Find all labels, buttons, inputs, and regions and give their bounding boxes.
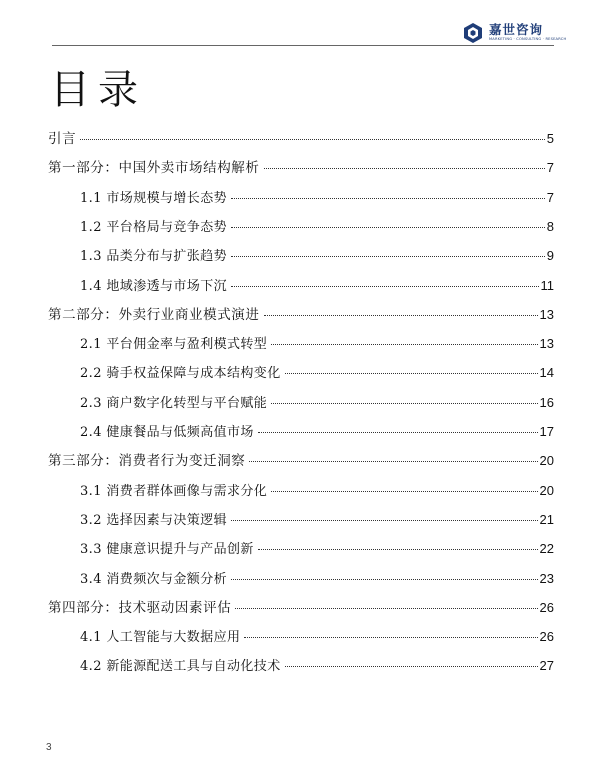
toc-entry-page: 5 — [546, 131, 554, 146]
toc-entry[interactable] — [80, 511, 554, 529]
toc-entry-label: 2.1 平台佣金率与盈利模式转型 — [80, 337, 268, 353]
toc-entry-label: 1.4 地域渗透与市场下沉 — [80, 278, 228, 294]
toc-dot-leader — [231, 227, 545, 228]
toc-entry-page: 14 — [539, 365, 554, 381]
toc-entry[interactable] — [80, 540, 554, 558]
page-number: 3 — [46, 742, 52, 753]
toc-entry-page: 20 — [539, 453, 554, 469]
toc-entry-label: 2.3 商户数字化转型与平台赋能 — [80, 395, 268, 411]
toc-entry[interactable] — [80, 218, 554, 236]
toc-entry-page: 9 — [546, 248, 554, 264]
toc-dot-leader — [258, 432, 538, 433]
toc-dot-leader — [271, 344, 537, 345]
toc-entry-label: 1.3 品类分布与扩张趋势 — [80, 249, 228, 265]
toc-entry-page: 8 — [546, 218, 554, 234]
toc-entry[interactable] — [48, 452, 554, 470]
toc-entry[interactable] — [48, 159, 554, 177]
toc-entry-label: 3.2 选择因素与决策逻辑 — [80, 512, 228, 528]
toc-entry-page: 7 — [546, 160, 554, 176]
toc-entry[interactable] — [80, 189, 554, 207]
company-logo — [462, 22, 566, 44]
toc-entry[interactable] — [80, 394, 554, 412]
toc-entry[interactable] — [80, 570, 554, 588]
toc-entry-label: 1.2 平台格局与竞争态势 — [80, 219, 228, 235]
toc-entry-page: 27 — [539, 658, 554, 674]
jiashi-logo-icon — [462, 22, 484, 44]
toc-dot-leader — [231, 198, 545, 199]
toc-entry[interactable] — [80, 657, 554, 675]
toc-entry[interactable] — [80, 628, 554, 646]
toc-entry-page: 16 — [539, 394, 554, 410]
toc-entry[interactable] — [48, 306, 554, 324]
toc-entry-label: 第三部分：消费者行为变迁洞察 — [48, 453, 246, 470]
toc-entry-label: 1.1 市场规模与增长态势 — [80, 190, 228, 206]
toc-entry-page: 26 — [539, 599, 554, 615]
toc-dot-leader — [271, 403, 537, 404]
toc-entry-label: 3.3 健康意识提升与产品创新 — [80, 542, 254, 558]
toc-entry-label: 2.4 健康餐品与低频高值市场 — [80, 425, 254, 440]
toc-entry[interactable] — [48, 599, 554, 617]
toc-entry-label: 第二部分：外卖行业商业模式演进 — [48, 306, 260, 323]
toc-dot-leader — [231, 579, 538, 580]
toc-dot-leader — [231, 286, 538, 287]
toc-entry-label: 4.2 新能源配送工具与自动化技术 — [80, 659, 281, 675]
toc-entry-page: 22 — [539, 541, 554, 557]
logo-tagline: MARKETING · CONSULTING · RESEARCH — [489, 37, 567, 42]
toc-dot-leader — [249, 461, 537, 462]
toc-dot-leader — [285, 373, 538, 374]
toc-entry-page: 13 — [539, 336, 554, 352]
toc-dot-leader — [258, 549, 538, 550]
header-divider — [52, 45, 554, 46]
toc-entry-page: 21 — [539, 511, 554, 527]
toc-dot-leader — [264, 168, 545, 169]
toc-entry-label: 3.4 消费频次与金额分析 — [80, 571, 228, 587]
toc-entry-label: 引言 — [48, 131, 77, 147]
toc-dot-leader — [231, 256, 545, 257]
page-title: 目录 — [50, 67, 146, 113]
toc-entry-page: 23 — [539, 570, 554, 586]
toc-entry-label: 3.1 消费者群体画像与需求分化 — [80, 483, 268, 499]
toc-entry-label: 2.2 骑手权益保障与成本结构变化 — [80, 366, 281, 382]
toc-dot-leader — [244, 637, 537, 638]
toc-entry[interactable] — [80, 335, 554, 353]
toc-entry-page: 17 — [539, 424, 554, 439]
toc-entry-label: 第一部分：中国外卖市场结构解析 — [48, 160, 260, 177]
toc-entry-label: 4.1 人工智能与大数据应用 — [80, 630, 241, 646]
toc-entry[interactable] — [80, 482, 554, 500]
toc-entry[interactable] — [80, 247, 554, 265]
logo-text — [489, 21, 567, 42]
toc-entry-page: 7 — [546, 189, 554, 205]
toc-dot-leader — [80, 139, 545, 140]
logo-name: 嘉世咨询 — [489, 21, 544, 37]
toc-dot-leader — [235, 608, 537, 609]
toc-entry[interactable] — [80, 277, 554, 295]
toc-entry[interactable] — [80, 364, 554, 382]
toc-entry-page: 11 — [540, 277, 554, 293]
toc-dot-leader — [264, 315, 538, 316]
toc-entry-label: 第四部分：技术驱动因素评估 — [48, 599, 232, 616]
toc-entry-page: 20 — [539, 482, 554, 498]
toc-dot-leader — [271, 491, 537, 492]
toc-entry-page: 13 — [539, 306, 554, 322]
toc-entry-page: 26 — [539, 629, 554, 645]
toc-dot-leader — [285, 666, 538, 667]
toc-dot-leader — [231, 520, 538, 521]
toc-entry[interactable] — [48, 130, 554, 148]
toc-entry[interactable] — [80, 423, 554, 441]
